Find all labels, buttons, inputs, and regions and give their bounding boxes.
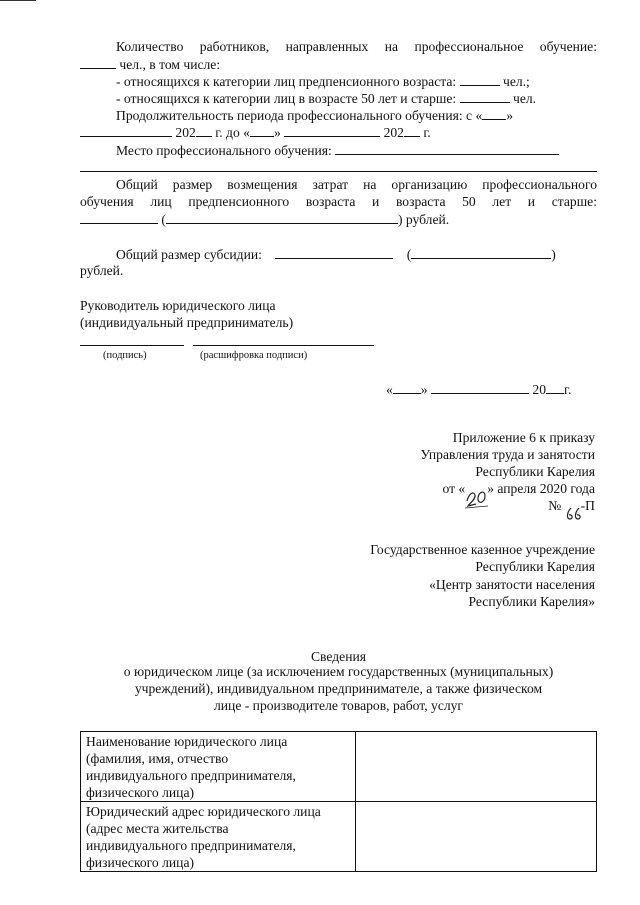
- period-start-year-blank[interactable]: [196, 123, 212, 137]
- costs-line-2: обучения лиц предпенсионного возраста и возраста 50 лет и старше:: [80, 194, 597, 209]
- costs-line-1: Общий размер возмещения затрат на организацию профессионального: [116, 177, 597, 192]
- appendix-line-1: Приложение 6 к приказу: [452, 430, 595, 445]
- signature-decode-caption: (расшифровка подписи): [200, 350, 308, 361]
- period-dates-line: 202 г. до « » 202 г.: [80, 123, 431, 141]
- period-line: Продолжительность периода профессионального обучения: с « »: [116, 108, 514, 123]
- table-row: [81, 802, 597, 872]
- age50-item: - относящихся к категории лиц в возрасте 50 лет и старше: чел.: [116, 91, 537, 106]
- subsidy-unit: рублей.: [80, 263, 124, 278]
- heading-line-3: лице - производителе товаров, работ, услуг: [213, 698, 464, 713]
- addressee-line-3: «Центр занятости населения: [429, 577, 595, 592]
- period-end-month-blank[interactable]: [284, 123, 380, 137]
- heading-line-2: учреждений), индивидуальном предпринимателе, а также физическом: [134, 681, 543, 696]
- place-continuation-rule[interactable]: [80, 171, 597, 172]
- preretirement-item: - относящихся к категории лиц предпенсионного возраста: чел.;: [116, 74, 530, 89]
- costs-amount-line: ( ) рублей.: [80, 210, 449, 228]
- period-start-day-blank[interactable]: [482, 106, 506, 120]
- head-title-1: Руководитель юридического лица: [80, 298, 276, 313]
- subsidy-line: Общий размер субсидии: ( ): [116, 247, 556, 262]
- workers-count-line: Количество работников, направленных на профессиональное обучение:: [116, 39, 597, 54]
- place-line: Место профессионального обучения:: [116, 141, 559, 159]
- date-year-blank[interactable]: [546, 380, 564, 394]
- row-value-name[interactable]: [356, 732, 597, 802]
- preretirement-count-blank[interactable]: [460, 72, 500, 86]
- date-day-blank[interactable]: [393, 380, 421, 394]
- table-row: [81, 732, 597, 802]
- appendix-line-2: Управления труда и занятости: [420, 447, 595, 462]
- age50-count-blank[interactable]: [460, 89, 510, 103]
- workers-count-blank[interactable]: [80, 55, 116, 69]
- appendix-number: № -П: [548, 497, 595, 514]
- place-blank[interactable]: [335, 141, 559, 155]
- workers-count-field-line: чел., в том числе:: [80, 55, 220, 73]
- appendix-date: от « » апреля 2020 года: [442, 480, 595, 497]
- signature-caption: (подпись): [103, 350, 147, 361]
- addressee-line-2: Республики Карелия: [475, 559, 595, 574]
- period-end-day-blank[interactable]: [250, 123, 274, 137]
- costs-amount-blank[interactable]: [80, 210, 158, 224]
- top-edge-rule: [0, 0, 36, 1]
- head-title-2: (индивидуальный предприниматель): [80, 315, 294, 330]
- appendix-line-3: Республики Карелия: [475, 464, 595, 479]
- signature-rule[interactable]: [80, 345, 184, 346]
- period-start-month-blank[interactable]: [80, 123, 172, 137]
- addressee-line-1: Государственное казенное учреждение: [370, 542, 595, 557]
- document-title: Сведения: [310, 649, 366, 664]
- date-line: « » 20 г.: [386, 382, 572, 397]
- subsidy-amount-words-blank[interactable]: [411, 245, 551, 259]
- addressee-line-4: Республики Карелия»: [468, 594, 595, 609]
- costs-amount-words-blank[interactable]: [166, 210, 398, 224]
- subsidy-amount-blank[interactable]: [275, 245, 393, 259]
- row-value-address[interactable]: [356, 802, 597, 872]
- period-end-year-blank[interactable]: [404, 123, 420, 137]
- row-label-address: Юридический адрес юридического лица (адрес места жительства индивидуального предпринимателя, физического лица): [81, 802, 356, 872]
- row-label-name: Наименование юридического лица (фамилия, имя, отчество индивидуального предпринимателя, физического лица): [81, 732, 356, 802]
- info-table: [80, 731, 597, 872]
- date-month-blank[interactable]: [431, 380, 529, 394]
- heading-line-1: о юридическом лице (за исключением государственных (муниципальных): [123, 664, 554, 679]
- signature-decode-rule[interactable]: [193, 345, 374, 346]
